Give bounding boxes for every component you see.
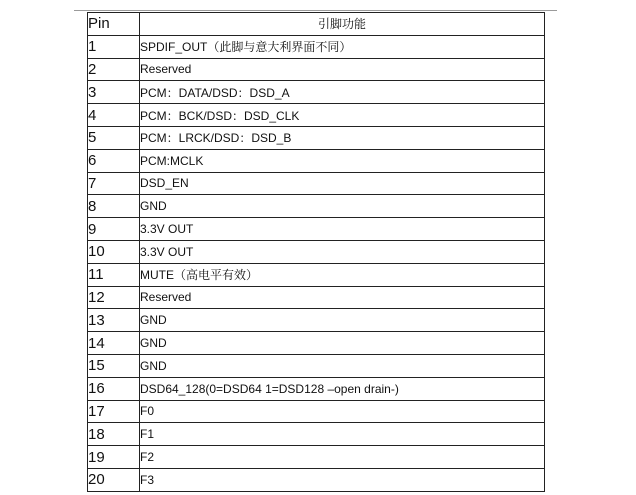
pin-number: 1: [88, 35, 140, 58]
pin-function: PCM:MCLK: [140, 149, 545, 172]
table-header-row: [88, 13, 545, 36]
table-row: [88, 446, 545, 469]
pin-number: 20: [88, 468, 140, 491]
pin-function: Reserved: [140, 286, 545, 309]
pin-function: F2: [140, 446, 545, 469]
pin-number: 4: [88, 104, 140, 127]
table-row: [88, 240, 545, 263]
pin-number: 9: [88, 218, 140, 241]
table-row: [88, 81, 545, 104]
pin-function: F1: [140, 423, 545, 446]
pin-function: F3: [140, 468, 545, 491]
pin-number: 3: [88, 81, 140, 104]
pin-function: F0: [140, 400, 545, 423]
pin-function: PCM：BCK/DSD：DSD_CLK: [140, 104, 545, 127]
pin-function: 3.3V OUT: [140, 218, 545, 241]
pin-number: 10: [88, 240, 140, 263]
pin-number: 16: [88, 377, 140, 400]
pin-number: 12: [88, 286, 140, 309]
pin-function: 3.3V OUT: [140, 240, 545, 263]
pin-function: DSD_EN: [140, 172, 545, 195]
pin-number: 14: [88, 332, 140, 355]
pin-table: [87, 12, 545, 492]
pin-function: MUTE（高电平有效）: [140, 263, 545, 286]
pin-number: 18: [88, 423, 140, 446]
pin-number: 2: [88, 58, 140, 81]
table-row: [88, 149, 545, 172]
pin-number: 15: [88, 354, 140, 377]
pin-column-header: Pin: [88, 13, 140, 36]
function-column-header: 引脚功能: [140, 13, 545, 36]
pin-function: GND: [140, 332, 545, 355]
table-row: [88, 286, 545, 309]
top-rule: [74, 10, 557, 11]
table-row: [88, 104, 545, 127]
table-row: [88, 377, 545, 400]
pin-function: Reserved: [140, 58, 545, 81]
table-row: [88, 195, 545, 218]
pin-function: PCM：DATA/DSD：DSD_A: [140, 81, 545, 104]
table-row: [88, 309, 545, 332]
table-row: [88, 126, 545, 149]
pin-number: 8: [88, 195, 140, 218]
table-row: [88, 400, 545, 423]
pin-number: 19: [88, 446, 140, 469]
table-row: [88, 58, 545, 81]
pin-function: SPDIF_OUT（此脚与意大利界面不同）: [140, 35, 545, 58]
table-row: [88, 354, 545, 377]
table-row: [88, 332, 545, 355]
pin-function: GND: [140, 195, 545, 218]
table-row: [88, 263, 545, 286]
pin-function: GND: [140, 309, 545, 332]
pin-function: PCM：LRCK/DSD：DSD_B: [140, 126, 545, 149]
pin-function: DSD64_128(0=DSD64 1=DSD128 –open drain-): [140, 377, 545, 400]
table-row: [88, 423, 545, 446]
table-row: [88, 172, 545, 195]
pin-number: 13: [88, 309, 140, 332]
pin-number: 11: [88, 263, 140, 286]
pin-number: 7: [88, 172, 140, 195]
pin-number: 6: [88, 149, 140, 172]
table-row: [88, 218, 545, 241]
pin-function: GND: [140, 354, 545, 377]
pin-number: 17: [88, 400, 140, 423]
table-row: [88, 468, 545, 491]
table-row: [88, 35, 545, 58]
pin-number: 5: [88, 126, 140, 149]
pin-table-body: [88, 35, 545, 491]
